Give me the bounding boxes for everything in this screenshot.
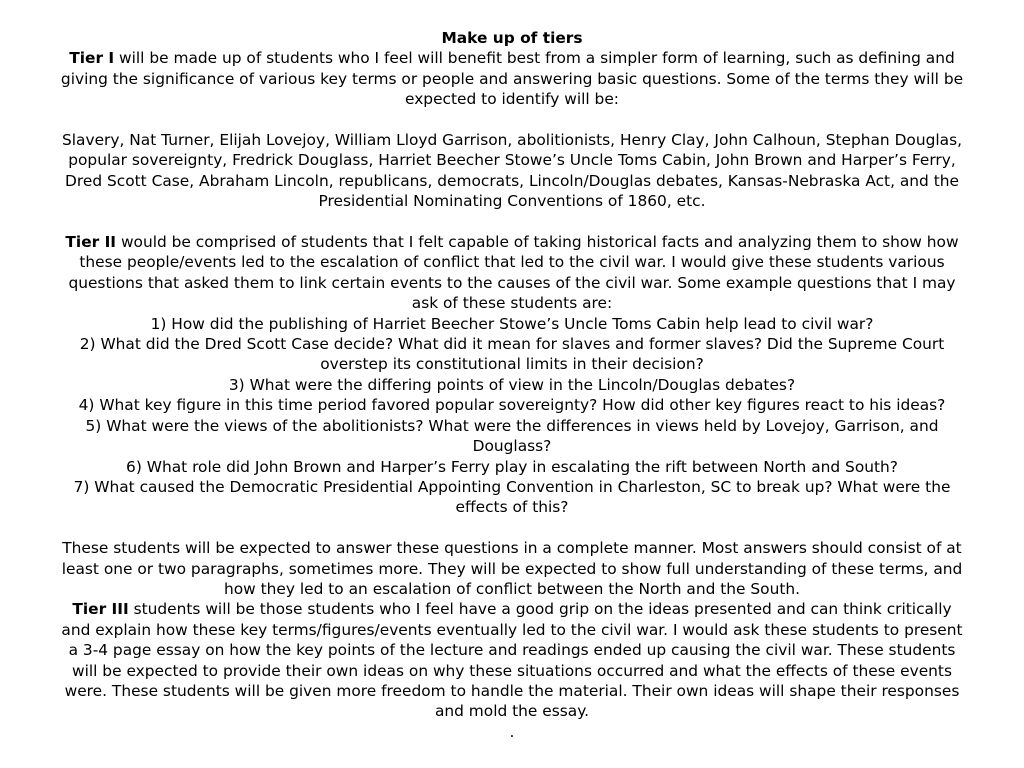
question-item: 2) What did the Dred Scott Case decide? What did it mean for slaves and former slaves? Did the Supreme Court overstep its constitutional limits in their decision? [79,335,945,374]
tier-2-text: would be comprised of students that I felt capable of taking historical facts and analyzing them to show how these people/events led to the escalation of conflict that led to the civil war. I would give these students various questions that asked them to link certain events to the causes of the civil war. Some example questions that I may ask of these students are: [68,233,959,313]
spacer [56,212,968,232]
question-item: 4) What key figure in this time period favored popular sovereignty? How did other key figures react to his ideas? [78,396,946,415]
tier-3-label: Tier III [72,600,129,619]
tier-2-questions [56,314,968,518]
tier-2-paragraph [56,232,968,314]
question-item: 1) How did the publishing of Harriet Beecher Stowe’s Uncle Toms Cabin help lead to civil war? [150,314,874,333]
question-item: 3) What were the differing points of view in the Lincoln/Douglas debates? [228,375,796,394]
tier-1-paragraph [56,48,968,109]
spacer [56,518,968,538]
tier-1-label: Tier I [69,49,115,68]
trailing-period: . [509,722,515,741]
question-item: 6) What role did John Brown and Harper’s Ferry play in escalating the rift between North and South? [126,457,898,476]
key-terms-list: Slavery, Nat Turner, Elijah Lovejoy, William Lloyd Garrison, abolitionists, Henry Clay, John Calhoun, Stephan Douglas, popular sovereignty, Fredrick Douglass, Harriet Beecher Stowe’s Uncle Toms Cabin, John Brown and Harper’s Ferry, Dred Scott Case, Abraham Lincoln, republicans, democrats, Lincoln/Douglas debates, Kansas-Nebraska Act, and the Presidential Nominating Conventions of 1860, etc. [61,131,962,211]
question-item: 7) What caused the Democratic Presidential Appointing Convention in Charleston, SC to break up? What were the effects of this? [73,477,951,517]
spacer [56,110,968,130]
tier-3-text: students will be those students who I feel have a good grip on the ideas presented and can think critically and explain how these key terms/figures/events eventually led to the civil war. I would ask these students to present a 3-4 page essay on how the key points of the lecture and readings ended up causing the civil war. These students will be expected to provide their own ideas on why these situations occurred and what the effects of these events were. These students will be given more freedom to handle the material. Their own ideas will shape their responses and mold the essay. [61,600,963,721]
question-item: 5) What were the views of the abolitionists? What were the differences in views held by Lovejoy, Garrison, and Douglass? [85,416,939,456]
tier-1-text: will be made up of students who I feel will benefit best from a simpler form of learning, such as defining and giving the significance of various key terms or people and answering basic questions. Some of the terms they will be expected to identify will be: [60,49,964,109]
tier-3-paragraph [56,599,968,721]
tier-2-expectations: These students will be expected to answer these questions in a complete manner. Most answers should consist of at least one or two paragraphs, sometimes more. They will be expected to show full understanding of these terms, and how they led to an escalation of conflict between the North and the South. [61,539,963,598]
tier-2-label: Tier II [65,233,117,252]
page-title: Make up of tiers [441,29,583,47]
